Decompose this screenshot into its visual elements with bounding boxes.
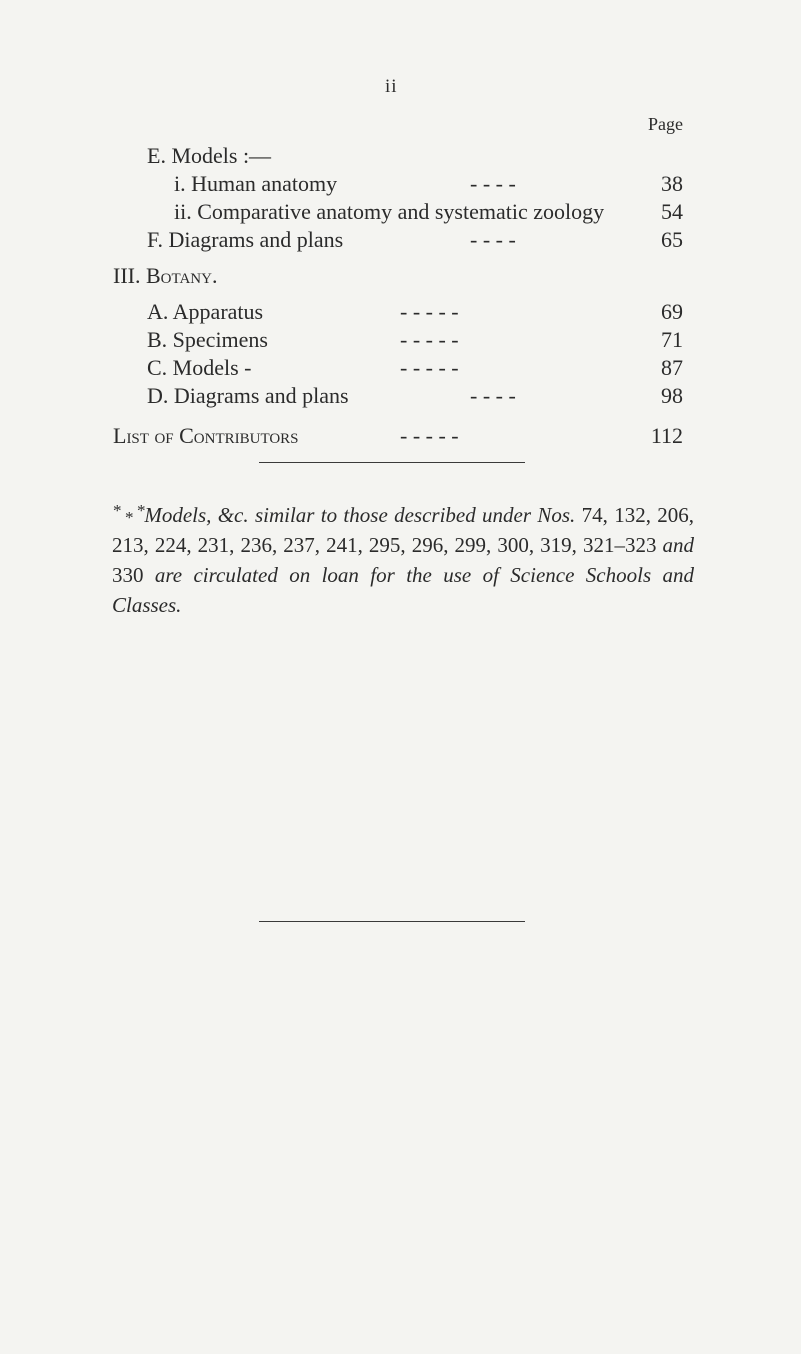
toc-entry-comparative-anatomy xyxy=(0,198,801,226)
footnote-numbers: 330 xyxy=(112,563,144,587)
toc-entry-label: A. Apparatus xyxy=(147,299,264,324)
toc-entry-human-anatomy xyxy=(0,170,801,198)
footnote-numbers: 74, 132, 206, 213, 224, 231, 236, 237, 241, 295, 296, 299, 300, 319, 321–323 xyxy=(112,503,695,557)
section-title-botany: III. Botany. xyxy=(113,263,218,288)
toc-leader-dots: - - - - - xyxy=(400,327,459,352)
footnote xyxy=(112,500,694,620)
toc-leader-dots: - - - - - xyxy=(400,355,459,380)
toc-entry-diagrams-zoology xyxy=(0,226,801,254)
toc-entry-label: ii. Comparative anatomy and systematic zoology xyxy=(174,199,605,224)
toc-page-number: 71 xyxy=(661,327,683,352)
toc-page-number: 65 xyxy=(661,227,683,252)
toc-entry-label: B. Specimens xyxy=(147,327,268,352)
toc-leader-dots: - - - - xyxy=(470,227,516,252)
toc-entry-diagrams-botany xyxy=(0,382,801,410)
toc-page-number: 38 xyxy=(661,171,683,196)
footnote-text-italic: Models, &c. similar to those described under Nos. xyxy=(144,503,576,527)
toc-entry-label: List of Contributors xyxy=(113,423,299,448)
toc-entry-label: C. Models - xyxy=(147,355,252,380)
toc-leader-dots: - - - - - xyxy=(400,423,459,448)
toc-heading-models xyxy=(0,142,801,170)
toc-entry-apparatus xyxy=(0,298,801,326)
toc-page-number: 98 xyxy=(661,383,683,408)
toc-entry-contributors xyxy=(0,422,801,450)
toc-entry-specimens xyxy=(0,326,801,354)
toc-leader-dots: - - - - xyxy=(470,383,516,408)
toc-page-number: 69 xyxy=(661,299,683,324)
toc-heading-models-label: E. Models :— xyxy=(147,143,272,168)
divider-rule xyxy=(259,921,525,922)
toc-page-number: 54 xyxy=(661,199,683,224)
toc-page-number: 87 xyxy=(661,355,683,380)
page-column-label: Page xyxy=(648,114,683,134)
divider-rule xyxy=(259,462,525,463)
toc-entry-models xyxy=(0,354,801,382)
footnote-text-italic: are circulated on loan for the use of Science Schools and Classes. xyxy=(112,563,695,617)
toc-entry-label: i. Human anatomy xyxy=(174,171,338,196)
toc-leader-dots: - - - - xyxy=(470,171,516,196)
footnote-text-italic: and xyxy=(662,533,694,557)
toc-entry-label: D. Diagrams and plans xyxy=(147,383,349,408)
page-number: ii xyxy=(385,76,398,97)
toc-page-number: 112 xyxy=(650,423,683,448)
toc-entry-label: F. Diagrams and plans xyxy=(147,227,344,252)
toc-leader-dots: - - - - - xyxy=(400,299,459,324)
asterism-mark: * * * xyxy=(113,501,146,527)
